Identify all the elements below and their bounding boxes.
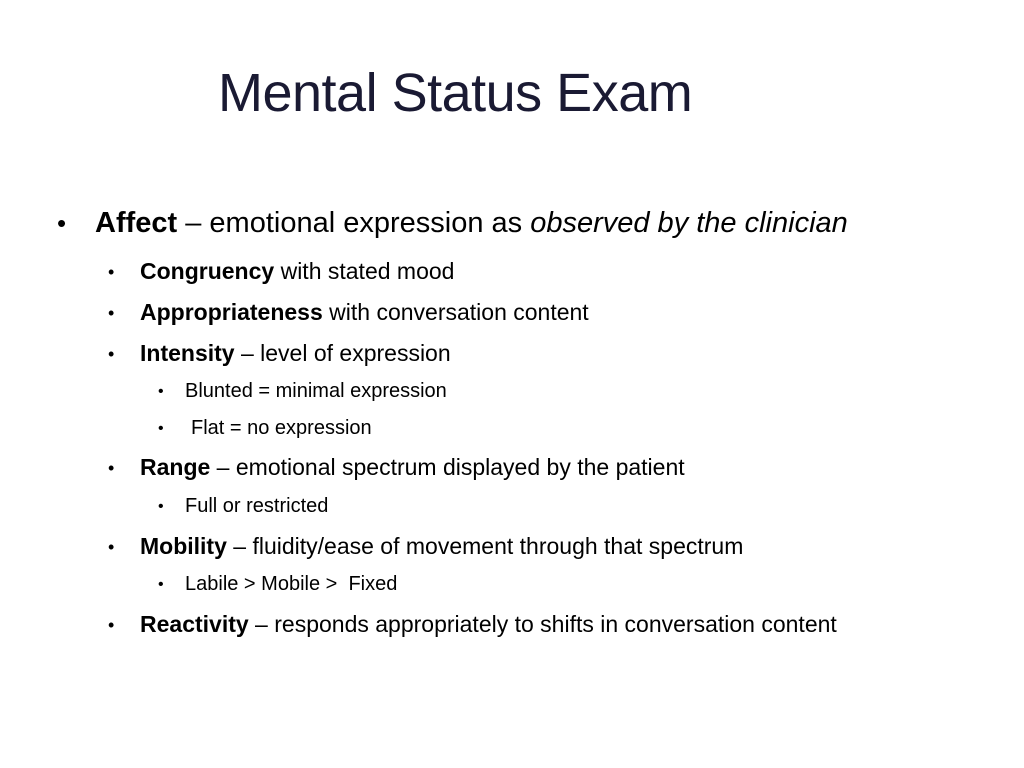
term-range: Range xyxy=(140,454,211,480)
bullet-item-full-or-restricted: Full or restricted xyxy=(185,495,329,517)
bullet-item-intensity xyxy=(140,342,451,365)
bullet-icon: • xyxy=(158,383,164,400)
bullet-item-flat: Flat = no expression xyxy=(191,417,372,439)
term-intensity: Intensity xyxy=(140,340,235,366)
term-reactivity: Reactivity xyxy=(140,611,249,637)
item-text: with conversation content xyxy=(322,299,589,325)
bullet-icon: • xyxy=(108,458,115,478)
item-text: – responds appropriately to shifts in conversation content xyxy=(248,611,837,637)
bullet-icon: • xyxy=(108,537,115,557)
term-affect: Affect xyxy=(95,207,178,239)
bullet-icon: • xyxy=(158,576,164,593)
bullet-item-range xyxy=(140,456,685,479)
item-text: – emotional spectrum displayed by the patient xyxy=(210,454,685,480)
bullet-item-affect xyxy=(95,209,848,238)
bullet-icon: • xyxy=(108,615,115,635)
bullet-item-mobility xyxy=(140,535,743,558)
item-text: – fluidity/ease of movement through that spectrum xyxy=(226,533,744,559)
slide-title: Mental Status Exam xyxy=(218,63,693,123)
item-italic-text: observed by the clinician xyxy=(530,207,848,239)
bullet-item-reactivity xyxy=(140,613,837,636)
term-appropriateness: Appropriateness xyxy=(140,299,323,325)
bullet-item-appropriateness xyxy=(140,301,589,324)
term-congruency: Congruency xyxy=(140,258,275,284)
bullet-item-blunted: Blunted = minimal expression xyxy=(185,380,447,402)
bullet-icon: • xyxy=(108,344,115,364)
bullet-icon: • xyxy=(108,303,115,323)
item-text: – level of expression xyxy=(234,340,451,366)
bullet-icon: • xyxy=(57,208,67,238)
bullet-item-labile-mobile-fixed: Labile > Mobile > Fixed xyxy=(185,573,398,595)
item-text: – emotional expression as xyxy=(177,207,531,239)
bullet-icon: • xyxy=(158,498,164,515)
bullet-icon: • xyxy=(158,420,164,437)
term-mobility: Mobility xyxy=(140,533,227,559)
bullet-item-congruency xyxy=(140,260,454,283)
bullet-icon: • xyxy=(108,262,115,282)
item-text: with stated mood xyxy=(274,258,455,284)
